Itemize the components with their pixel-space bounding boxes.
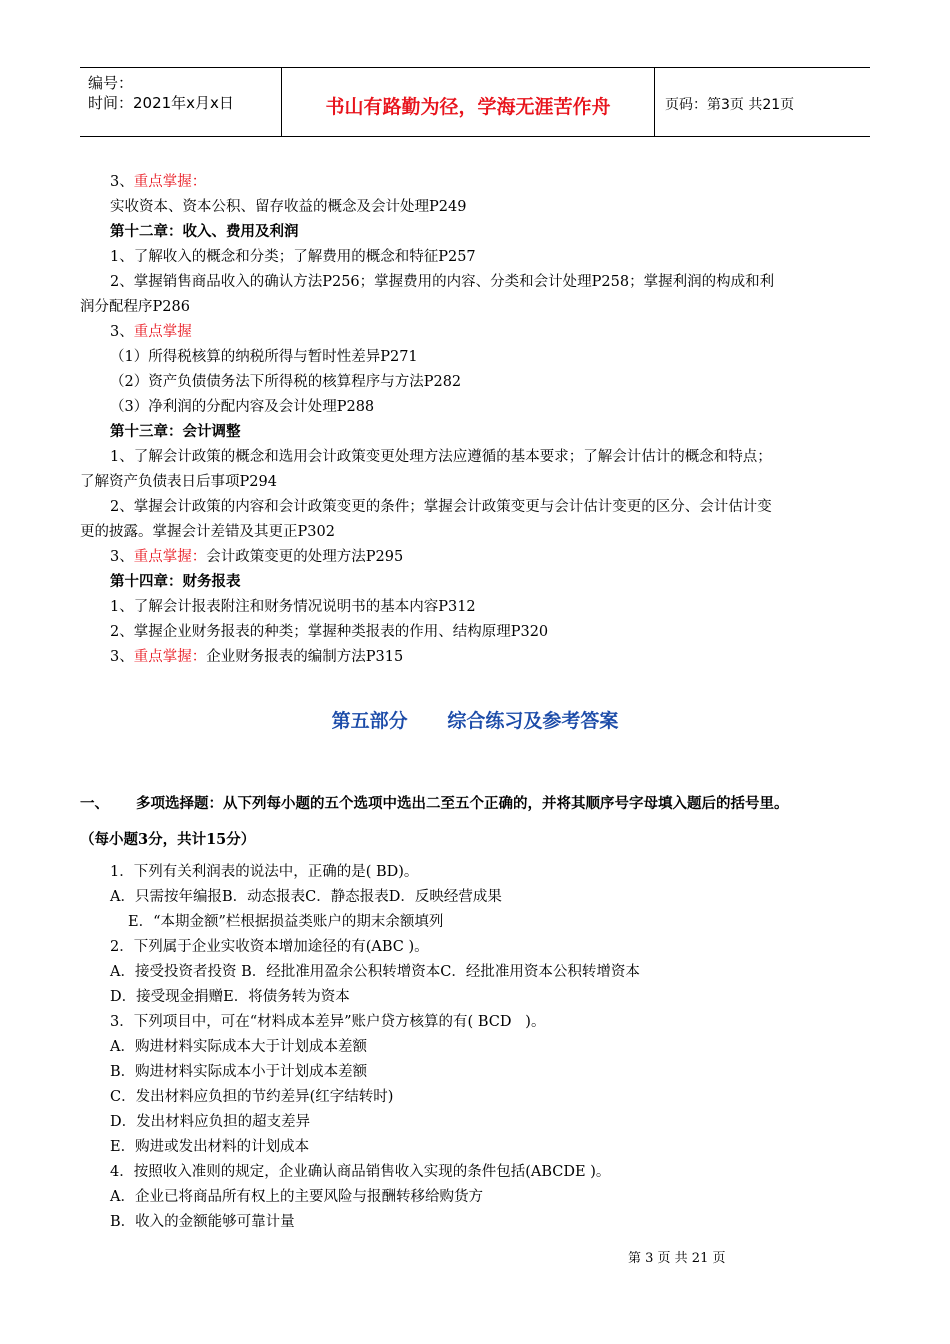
question-line: 1．下列有关利润表的说法中，正确的是( BD)。 bbox=[110, 864, 419, 880]
key-point-label: 重点掌握 bbox=[133, 324, 192, 340]
header-page-cell bbox=[655, 68, 870, 136]
section-number: 一、 bbox=[80, 795, 109, 812]
chapter-heading: 第十四章：财务报表 bbox=[110, 573, 241, 590]
document-code-label: 编号： bbox=[88, 74, 134, 92]
outline-text: 2、掌握企业财务报表的种类；掌握种类报表的作用、结构原理P320 bbox=[110, 624, 549, 640]
question-line: B．收入的金额能够可靠计量 bbox=[110, 1214, 295, 1230]
outline-text: 了解资产负债表日后事项P294 bbox=[80, 474, 277, 490]
question-line: C．发出材料应负担的节约差异(红字结转时) bbox=[110, 1089, 394, 1105]
outline-line bbox=[110, 272, 774, 292]
header-motto-cell bbox=[282, 68, 655, 136]
outline-text: （2）资产负债债务法下所得税的核算程序与方法P282 bbox=[110, 374, 462, 390]
outline-text: （3）净利润的分配内容及会计处理P288 bbox=[110, 399, 375, 415]
outline-text: 企业财务报表的编制方法P315 bbox=[206, 649, 404, 665]
question-line: A．企业已将商品所有权上的主要风险与报酬转移给购货方 bbox=[110, 1189, 483, 1205]
question-line: A．购进材料实际成本大于计划成本差额 bbox=[110, 1039, 367, 1055]
outline-text: 3、 bbox=[110, 174, 134, 190]
outline-text: 1、了解收入的概念和分类；了解费用的概念和特征P257 bbox=[110, 249, 476, 265]
question-line: A．接受投资者投资 B．经批准用盈余公积转增资本C．经批准用资本公积转增资本 bbox=[110, 964, 640, 980]
key-point-label: 重点掌握： bbox=[133, 649, 207, 665]
outline-line bbox=[110, 422, 241, 442]
question-line: E．购进或发出材料的计划成本 bbox=[110, 1139, 310, 1155]
outline-line bbox=[110, 247, 476, 267]
question-line: D．接受现金捐赠E．将债务转为资本 bbox=[110, 989, 350, 1005]
question-line: D．发出材料应负担的超支差异 bbox=[110, 1114, 311, 1130]
outline-line bbox=[110, 172, 206, 192]
outline-line bbox=[110, 322, 192, 342]
outline-line bbox=[80, 472, 277, 492]
outline-text: 更的披露。掌握会计差错及其更正P302 bbox=[80, 524, 335, 540]
chapter-heading: 第十三章：会计调整 bbox=[110, 423, 241, 440]
question-line: 3．下列项目中，可在“材料成本差异”账户贷方核算的有( BCD )。 bbox=[110, 1014, 546, 1030]
outline-line bbox=[80, 522, 335, 542]
outline-line bbox=[110, 572, 241, 592]
outline-line bbox=[80, 297, 190, 317]
outline-text: 2、掌握会计政策的内容和会计政策变更的条件；掌握会计政策变更与会计估计变更的区分、会计估计变 bbox=[110, 499, 772, 515]
question-line: A．只需按年编报B．动态报表C．静态报表D．反映经营成果 bbox=[110, 889, 502, 905]
outline-line bbox=[110, 447, 772, 467]
outline-line bbox=[110, 622, 548, 642]
document-time-label: 时间：2021年x月x日 bbox=[88, 94, 234, 112]
outline-text: 3、 bbox=[110, 324, 134, 340]
outline-text: 3、 bbox=[110, 549, 134, 565]
outline-text: 1、了解会计政策的概念和选用会计政策变更处理方法应遵循的基本要求；了解会计估计的概念和特点； bbox=[110, 449, 772, 465]
outline-text: 1、了解会计报表附注和财务情况说明书的基本内容P312 bbox=[110, 599, 476, 615]
section-score-note: （每小题3分，共计15分） bbox=[80, 831, 256, 848]
part-title: 第五部分 综合练习及参考答案 bbox=[331, 710, 619, 732]
header-motto: 书山有路勤为径，学海无涯苦作舟 bbox=[325, 96, 611, 118]
header-page-info: 页码：第3页 共21页 bbox=[665, 97, 795, 113]
outline-text: 会计政策变更的处理方法P295 bbox=[206, 549, 404, 565]
header-meta-cell bbox=[80, 68, 282, 136]
outline-line bbox=[110, 647, 403, 667]
outline-line bbox=[110, 497, 772, 517]
outline-line bbox=[110, 597, 476, 617]
key-point-label: 重点掌握： bbox=[133, 174, 207, 190]
question-line: 4．按照收入准则的规定，企业确认商品销售收入实现的条件包括(ABCDE )。 bbox=[110, 1164, 611, 1180]
outline-text: 实收资本、资本公积、留存收益的概念及会计处理P249 bbox=[110, 199, 467, 215]
outline-line bbox=[110, 222, 299, 242]
question-line: 2．下列属于企业实收资本增加途径的有(ABC )。 bbox=[110, 939, 429, 955]
outline-line bbox=[110, 372, 461, 392]
outline-text: （1）所得税核算的纳税所得与暂时性差异P271 bbox=[110, 349, 418, 365]
section-heading: 多项选择题：从下列每小题的五个选项中选出二至五个正确的，并将其顺序号字母填入题后的括号里。 bbox=[136, 795, 789, 812]
page-header bbox=[80, 67, 870, 137]
question-line: B．购进材料实际成本小于计划成本差额 bbox=[110, 1064, 368, 1080]
outline-line bbox=[110, 347, 418, 367]
key-point-label: 重点掌握： bbox=[133, 549, 207, 565]
outline-text: 润分配程序P286 bbox=[80, 299, 190, 315]
chapter-heading: 第十二章：收入、费用及利润 bbox=[110, 223, 299, 240]
outline-text: 2、掌握销售商品收入的确认方法P256；掌握费用的内容、分类和会计处理P258；掌握利润的构成和利 bbox=[110, 274, 775, 290]
outline-text: 3、 bbox=[110, 649, 134, 665]
question-line: E．“本期金额”栏根据损益类账户的期末余额填列 bbox=[128, 914, 444, 930]
outline-line bbox=[110, 547, 403, 567]
outline-line bbox=[110, 197, 466, 217]
outline-line bbox=[110, 397, 374, 417]
page-footer: 第 3 页 共 21 页 bbox=[628, 1251, 726, 1266]
